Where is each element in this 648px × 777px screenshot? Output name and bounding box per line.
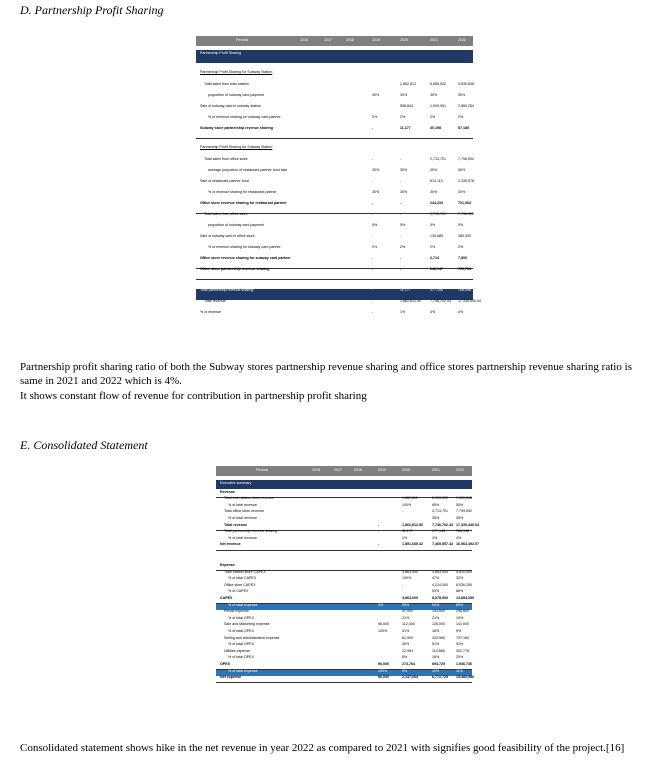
value-cell: 1,862,812 bbox=[402, 496, 418, 501]
value-cell: 21% bbox=[432, 615, 440, 620]
value-cell: - bbox=[378, 542, 380, 547]
value-cell: 30,198 bbox=[430, 126, 441, 130]
row-label: Total sales from train station bbox=[204, 82, 249, 86]
value-cell: - bbox=[378, 529, 380, 534]
row-label: proportion of subway card payment bbox=[208, 223, 265, 227]
value-cell: 22,964 bbox=[402, 648, 413, 653]
row-label: average proportion of restaurant partner food sale bbox=[208, 168, 288, 172]
value-cell: 100% bbox=[402, 502, 412, 507]
value-cell: 5,655,002 bbox=[430, 82, 446, 86]
year-header-cell: 2019 bbox=[372, 38, 380, 43]
value-cell: 2% bbox=[400, 245, 406, 249]
block-title-label: Partnership Profit Sharing for Subway Station bbox=[200, 70, 273, 74]
value-cell: 18% bbox=[432, 629, 440, 633]
value-cell: - bbox=[400, 201, 402, 205]
value-cell: 7,798,592 bbox=[458, 157, 474, 161]
row-label: Total partnership revenue sharing bbox=[224, 529, 278, 534]
value-cell: - bbox=[378, 522, 380, 527]
row-label: Sale of restaurant partner food bbox=[200, 179, 249, 183]
value-cell: 1,509,901 bbox=[430, 104, 446, 108]
value-cell: 2,713,701 bbox=[430, 212, 446, 216]
value-cell: 11% bbox=[456, 668, 463, 673]
value-cell: 5% bbox=[430, 223, 436, 227]
value-cell: 2,147,264 bbox=[402, 675, 418, 680]
value-cell: 30% bbox=[372, 190, 380, 194]
value-cell: 2% bbox=[430, 245, 436, 249]
value-cell: 2,714 bbox=[430, 256, 439, 260]
row-label: % of total OPEX bbox=[228, 615, 254, 620]
value-cell: 20% bbox=[456, 655, 464, 660]
row-label: Train station store CAPEX bbox=[224, 569, 266, 574]
row-label: % of revenue bbox=[200, 310, 222, 314]
value-cell: 144,600 bbox=[432, 609, 445, 614]
value-cell: 7,746,702.43 bbox=[432, 522, 453, 527]
value-cell: - bbox=[372, 179, 374, 183]
value-cell: 89% bbox=[456, 602, 464, 607]
year-header-row bbox=[196, 36, 473, 46]
value-cell: - bbox=[400, 234, 402, 238]
value-cell: - bbox=[372, 126, 374, 130]
value-cell: 141,000 bbox=[456, 622, 469, 627]
value-cell: 100% bbox=[378, 668, 388, 673]
value-cell: 30% bbox=[400, 168, 408, 172]
year-header-cell: 2018 bbox=[354, 468, 362, 473]
year-header-cell: 2019 bbox=[378, 468, 386, 473]
section-d-paragraph-1: Partnership profit sharing ratio of both the Subway stores partnership revenue sharing and office stores partnership revenue sharing ratio is same in 2021 and 2022 which is 4%. bbox=[20, 361, 632, 387]
section-e-heading: E. Consolidated Statement bbox=[20, 438, 148, 452]
value-cell: 30% bbox=[430, 168, 438, 172]
value-cell: 5% bbox=[458, 223, 464, 227]
block-title-label: Partnership Profit Sharing for Subway Station bbox=[200, 145, 273, 149]
value-cell: 30% bbox=[458, 190, 466, 194]
row-label: Total train station store revenue bbox=[224, 496, 275, 501]
partnership-profit-sharing-table bbox=[196, 36, 481, 346]
value-cell: 2% bbox=[458, 245, 464, 249]
value-cell: 11,177 bbox=[400, 288, 411, 292]
value-cell: 5% bbox=[400, 223, 406, 227]
year-header-cell: 2016 bbox=[300, 38, 308, 43]
value-cell: 1,851,635.42 bbox=[402, 542, 423, 547]
value-cell: 4% bbox=[458, 310, 464, 314]
section-d-heading: D. Partnership Profit Sharing bbox=[20, 3, 164, 17]
row-label: Office store revenue sharing for subway card partner bbox=[200, 256, 291, 260]
value-cell: 17,330,440.04 bbox=[456, 522, 479, 527]
value-cell: 273,764 bbox=[402, 662, 415, 666]
year-header-cell: 2017 bbox=[334, 468, 342, 473]
row-label: % of total revenue bbox=[228, 535, 257, 540]
value-cell: 110,565 bbox=[432, 648, 445, 653]
value-cell: 135,685 bbox=[430, 234, 443, 238]
year-header-cell: 2021 bbox=[430, 38, 438, 43]
value-cell: - bbox=[372, 212, 374, 216]
value-cell: 15,480,986 bbox=[456, 675, 474, 680]
value-cell: 1,536,736 bbox=[456, 662, 472, 666]
year-header-cell: 2020 bbox=[400, 38, 408, 43]
value-cell: 52% bbox=[456, 642, 464, 647]
value-cell: 4% bbox=[432, 535, 438, 540]
section-banner bbox=[196, 50, 473, 63]
value-cell: 30% bbox=[458, 93, 466, 97]
value-cell: 3,863,000 bbox=[402, 596, 418, 600]
value-cell: 30% bbox=[458, 168, 466, 172]
section-e-paragraph: Consolidated statement shows hike in the net revenue in year 2022 as compared to 2021 with signifies good feasibility of the project.[16] bbox=[20, 742, 625, 754]
row-label: % of revenue sharing for subway card partner bbox=[208, 115, 281, 119]
row-label: % of total CAPEX bbox=[228, 576, 257, 581]
value-cell: 5,033,002 bbox=[432, 496, 448, 501]
section-d-paragraph-2: It shows constant flow of revenue for contribution in partnership profit sharing bbox=[20, 390, 367, 402]
row-label: Office store CAPEX bbox=[224, 582, 256, 587]
value-cell: 95% bbox=[402, 602, 410, 607]
row-label: Revenue bbox=[220, 489, 235, 494]
value-cell: 1,862,812 bbox=[400, 82, 416, 86]
value-cell: 2% bbox=[372, 245, 378, 249]
value-cell: 814,110 bbox=[430, 179, 443, 183]
value-cell: 81,900 bbox=[402, 635, 413, 640]
value-cell: 57,900 bbox=[402, 609, 413, 614]
value-cell: 100% bbox=[402, 576, 412, 581]
section-banner-label: Executive summary bbox=[220, 481, 252, 485]
row-label: Utilities expense bbox=[224, 648, 251, 653]
value-cell: 766,948 bbox=[458, 288, 471, 292]
row-label: Net expense bbox=[220, 675, 242, 680]
value-cell: 96,000 bbox=[378, 675, 389, 680]
row-label: Sale of subway card in office store bbox=[200, 234, 255, 238]
value-cell: 709,763 bbox=[458, 267, 471, 271]
value-cell: 332,560 bbox=[432, 635, 445, 640]
value-cell: 96,000 bbox=[378, 662, 389, 666]
row-rule bbox=[216, 682, 472, 683]
value-cell: - bbox=[402, 509, 404, 514]
value-cell: 19% bbox=[456, 615, 464, 620]
value-cell: 1,862,812.50 bbox=[400, 299, 421, 303]
value-cell: 7,799,592 bbox=[456, 509, 472, 514]
value-cell: 13,854,250 bbox=[456, 596, 474, 600]
value-cell: 57,185 bbox=[458, 126, 469, 130]
value-cell: - bbox=[372, 299, 374, 303]
value-cell: 295,800 bbox=[456, 609, 469, 614]
row-label: Subway store partnership revenue sharing bbox=[200, 126, 273, 130]
value-cell: 4,214,000 bbox=[432, 582, 448, 587]
value-cell: 9,530,848 bbox=[458, 82, 474, 86]
year-header-cell: 2022 bbox=[456, 468, 464, 473]
value-cell: 5% bbox=[372, 223, 378, 227]
row-label: Rental expense bbox=[224, 609, 249, 614]
value-cell: 246,947 bbox=[430, 267, 443, 271]
value-cell: 1% bbox=[402, 535, 408, 540]
row-label: % of total expense bbox=[228, 668, 258, 673]
row-label: Sale and Marketing expense bbox=[224, 622, 270, 627]
value-cell: 53% bbox=[432, 589, 440, 594]
value-cell: 2% bbox=[458, 115, 464, 119]
value-cell: 21% bbox=[402, 615, 410, 620]
value-cell: 6,772,725 bbox=[432, 675, 448, 680]
value-cell: 701,963 bbox=[458, 201, 471, 205]
value-cell: 2% bbox=[372, 115, 378, 119]
value-cell: 30% bbox=[400, 190, 408, 194]
value-cell: 2% bbox=[430, 115, 436, 119]
row-label: OPEX bbox=[220, 662, 230, 666]
table-row bbox=[196, 311, 473, 322]
value-cell: - bbox=[400, 157, 402, 161]
value-cell: 244,233 bbox=[430, 201, 443, 205]
value-cell: 2,859,254 bbox=[458, 104, 474, 108]
value-cell: 65% bbox=[432, 502, 440, 507]
value-cell: 112,000 bbox=[402, 622, 415, 627]
row-label: % of CAPEX bbox=[228, 589, 249, 594]
value-cell: - bbox=[372, 201, 374, 205]
value-cell: 8% bbox=[402, 655, 408, 660]
section-banner-label: Partnership Profit Sharing bbox=[200, 51, 242, 55]
value-cell: 9% bbox=[456, 629, 462, 633]
year-header-cell: 2020 bbox=[402, 468, 410, 473]
row-label: Office store partnership revenue sharing bbox=[200, 267, 270, 271]
value-cell: 94% bbox=[432, 602, 440, 607]
row-label: Office store revenue sharing for restaurant partner bbox=[200, 201, 287, 205]
value-cell: 35% bbox=[432, 516, 440, 520]
row-label: CAPEX bbox=[220, 596, 233, 600]
row-label: Total partnership revenue sharing bbox=[200, 288, 254, 292]
value-cell: 7,798,592 bbox=[458, 212, 474, 216]
value-cell: 45% bbox=[456, 516, 464, 520]
value-cell: 4% bbox=[430, 310, 436, 314]
row-label: Total sales from office store bbox=[204, 157, 248, 161]
value-cell: 30% bbox=[372, 93, 380, 97]
value-cell: 7,746,702.43 bbox=[430, 299, 451, 303]
row-label: % of total OPEX bbox=[228, 642, 254, 647]
value-cell: 694,725 bbox=[432, 662, 445, 666]
value-cell: 10% bbox=[432, 668, 440, 673]
value-cell: 32% bbox=[456, 576, 464, 581]
section-banner bbox=[216, 480, 472, 489]
value-cell: 16,563,492.07 bbox=[456, 542, 479, 547]
table-row bbox=[196, 268, 473, 279]
value-cell: 96,000 bbox=[378, 622, 389, 627]
value-cell: 68% bbox=[456, 589, 464, 594]
value-cell: 17,330,440.04 bbox=[458, 299, 481, 303]
value-cell: - bbox=[372, 256, 374, 260]
value-cell: - bbox=[372, 157, 374, 161]
row-label: Total sales from office store bbox=[204, 212, 248, 216]
value-cell: 8,036,250 bbox=[456, 582, 472, 587]
row-label: % of total OPEX bbox=[228, 655, 254, 660]
value-cell: 277,145 bbox=[430, 288, 443, 292]
row-label: % of revenue sharing for subway card partner bbox=[208, 245, 281, 249]
value-cell: 8,078,000 bbox=[432, 596, 448, 600]
value-cell: 2% bbox=[400, 115, 406, 119]
value-cell: 3,863,000 bbox=[402, 569, 418, 574]
value-cell: - bbox=[372, 288, 374, 292]
table-row bbox=[196, 127, 473, 138]
value-cell: 30% bbox=[402, 642, 410, 647]
value-cell: - bbox=[372, 267, 374, 271]
row-label: Total revenue bbox=[224, 522, 248, 527]
periods-label: Periods bbox=[236, 38, 249, 43]
value-cell: 7,469,557.43 bbox=[432, 542, 453, 547]
value-cell: 30% bbox=[430, 190, 438, 194]
row-label: Selling and administrative expense bbox=[224, 635, 280, 640]
value-cell: 1,862,812.50 bbox=[402, 522, 423, 527]
value-cell: 9,530,848 bbox=[456, 496, 472, 501]
consolidated-statement-table bbox=[216, 466, 479, 718]
value-cell: 277,145 bbox=[432, 529, 445, 534]
year-header-cell: 2022 bbox=[458, 38, 466, 43]
value-cell: 16% bbox=[432, 655, 440, 660]
value-cell: 2,339,578 bbox=[458, 179, 474, 183]
year-header-cell: 2016 bbox=[312, 468, 320, 473]
periods-label: Periods bbox=[256, 468, 269, 473]
value-cell: 1% bbox=[400, 310, 406, 314]
value-cell: 126,000 bbox=[432, 622, 445, 627]
value-cell: 47% bbox=[432, 576, 440, 581]
value-cell: 30% bbox=[430, 93, 438, 97]
value-cell: - bbox=[400, 212, 402, 216]
value-cell: 100% bbox=[378, 629, 388, 633]
row-rule bbox=[196, 138, 473, 139]
year-header-cell: 2021 bbox=[432, 468, 440, 473]
row-label: % of revenue sharing for restaurant partner bbox=[208, 190, 277, 194]
value-cell: 30% bbox=[372, 168, 380, 172]
row-label: Expense bbox=[220, 563, 235, 567]
value-cell: 2,713,701 bbox=[432, 509, 448, 514]
value-cell: 302,776 bbox=[456, 648, 469, 653]
row-label: Total office store revenue bbox=[224, 509, 265, 514]
value-cell: 11,177 bbox=[400, 126, 411, 130]
value-cell: 5% bbox=[402, 668, 408, 673]
value-cell: 41% bbox=[402, 629, 410, 633]
row-label: Net revenue bbox=[220, 542, 241, 547]
value-cell: 797,160 bbox=[456, 635, 469, 640]
row-label: Sale of subway card in subway station bbox=[200, 104, 261, 108]
value-cell: 2,713,701 bbox=[430, 157, 446, 161]
value-cell: 4% bbox=[456, 535, 462, 540]
value-cell: 0% bbox=[378, 602, 384, 607]
value-cell: 766,948 bbox=[456, 529, 469, 534]
value-cell: - bbox=[402, 582, 404, 587]
value-cell: 7,800 bbox=[458, 256, 467, 260]
row-label: % of total revenue bbox=[228, 502, 257, 507]
row-label: proportion of subway card payment bbox=[208, 93, 265, 97]
value-cell: 30% bbox=[400, 93, 408, 97]
value-cell: 558,844 bbox=[400, 104, 413, 108]
row-label: % of total revenue bbox=[228, 516, 257, 520]
value-cell: - bbox=[400, 256, 402, 260]
value-cell: 5,810,000 bbox=[456, 569, 472, 574]
value-cell: - bbox=[400, 179, 402, 183]
value-cell: - bbox=[400, 267, 402, 271]
year-header-row bbox=[216, 466, 472, 476]
year-header-cell: 2018 bbox=[346, 38, 354, 43]
row-rule bbox=[216, 550, 472, 551]
year-header-cell: 2017 bbox=[324, 38, 332, 43]
value-cell: 55% bbox=[456, 502, 464, 507]
row-label: Total revenue bbox=[204, 299, 226, 303]
row-rule bbox=[196, 279, 473, 280]
value-cell: 51% bbox=[432, 642, 440, 647]
row-label: % of total OPEX bbox=[228, 629, 254, 633]
value-cell: 389,930 bbox=[458, 234, 471, 238]
row-label: % of total expense bbox=[228, 602, 258, 607]
value-cell: - bbox=[372, 310, 374, 314]
value-cell: - bbox=[372, 234, 374, 238]
value-cell: 11,177 bbox=[402, 529, 413, 534]
value-cell: 3,863,000 bbox=[432, 569, 448, 574]
